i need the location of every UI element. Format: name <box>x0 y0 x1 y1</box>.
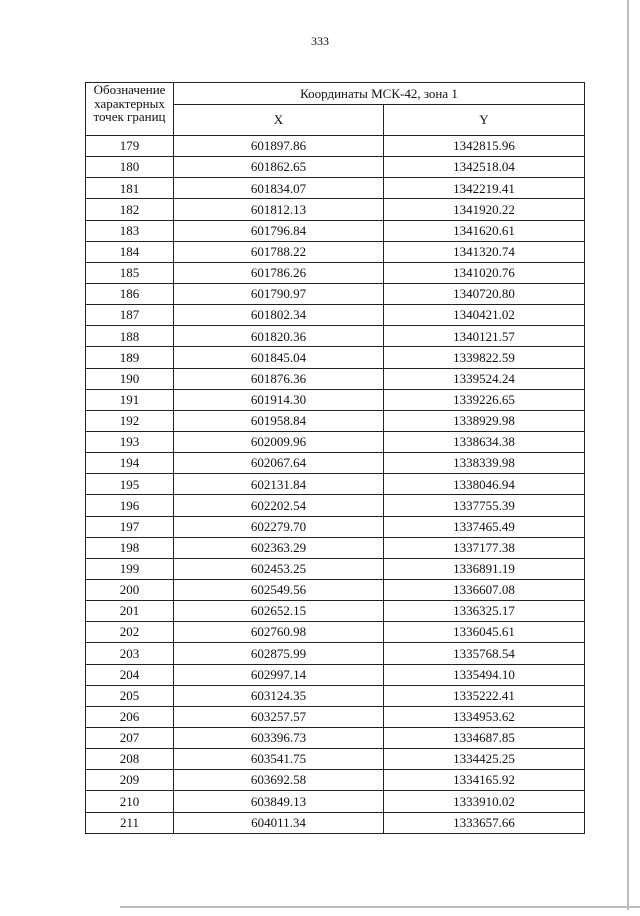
x-coordinate-cell: 602453.25 <box>174 558 384 579</box>
x-coordinate-cell: 601958.84 <box>174 410 384 431</box>
y-coordinate-cell: 1334953.62 <box>384 706 585 727</box>
table-row <box>86 241 585 262</box>
page-number: 333 <box>311 34 329 48</box>
y-coordinate-cell: 1341920.22 <box>384 199 585 220</box>
point-number-cell: 185 <box>86 262 174 283</box>
y-coordinate-cell: 1341620.61 <box>384 220 585 241</box>
point-number-cell: 196 <box>86 495 174 516</box>
x-coordinate-cell: 601862.65 <box>174 157 384 178</box>
table-row <box>86 347 585 368</box>
x-coordinate-cell: 601788.22 <box>174 241 384 262</box>
point-number-cell: 181 <box>86 178 174 199</box>
y-coordinate-cell: 1337177.38 <box>384 537 585 558</box>
point-number-cell: 210 <box>86 791 174 812</box>
y-coordinate-cell: 1341320.74 <box>384 241 585 262</box>
table-row <box>86 685 585 706</box>
y-coordinate-cell: 1342219.41 <box>384 178 585 199</box>
x-coordinate-cell: 604011.34 <box>174 812 384 833</box>
x-coordinate-cell: 603396.73 <box>174 727 384 748</box>
x-coordinate-cell: 603692.58 <box>174 770 384 791</box>
point-number-cell: 179 <box>86 136 174 157</box>
table-row <box>86 283 585 304</box>
y-coordinate-cell: 1333657.66 <box>384 812 585 833</box>
x-coordinate-cell: 603124.35 <box>174 685 384 706</box>
point-number-cell: 201 <box>86 601 174 622</box>
x-coordinate-cell: 602202.54 <box>174 495 384 516</box>
point-number-cell: 202 <box>86 622 174 643</box>
point-number-cell: 189 <box>86 347 174 368</box>
point-number-cell: 187 <box>86 305 174 326</box>
y-coordinate-cell: 1336607.08 <box>384 579 585 600</box>
point-number-cell: 191 <box>86 389 174 410</box>
x-coordinate-cell: 602997.14 <box>174 664 384 685</box>
y-coordinate-cell: 1341020.76 <box>384 262 585 283</box>
point-number-cell: 205 <box>86 685 174 706</box>
y-coordinate-cell: 1338634.38 <box>384 431 585 452</box>
point-number-cell: 198 <box>86 537 174 558</box>
y-coordinate-cell: 1340421.02 <box>384 305 585 326</box>
table-row <box>86 791 585 812</box>
y-coordinate-cell: 1342518.04 <box>384 157 585 178</box>
point-designation-header-line3: точек границ <box>93 109 166 125</box>
point-designation-header <box>86 83 174 136</box>
table-row <box>86 368 585 389</box>
y-coordinate-cell: 1339226.65 <box>384 389 585 410</box>
table-row <box>86 453 585 474</box>
point-number-cell: 183 <box>86 220 174 241</box>
point-number-cell: 203 <box>86 643 174 664</box>
point-number-cell: 195 <box>86 474 174 495</box>
point-number-cell: 182 <box>86 199 174 220</box>
table-row <box>86 537 585 558</box>
point-number-cell: 207 <box>86 727 174 748</box>
table-row <box>86 706 585 727</box>
x-coordinate-cell: 601812.13 <box>174 199 384 220</box>
table-row <box>86 199 585 220</box>
y-coordinate-cell: 1335768.54 <box>384 643 585 664</box>
table-row <box>86 579 585 600</box>
x-coordinate-cell: 603849.13 <box>174 791 384 812</box>
y-coordinate-cell: 1335222.41 <box>384 685 585 706</box>
table-row <box>86 305 585 326</box>
y-coordinate-cell: 1339524.24 <box>384 368 585 389</box>
x-coordinate-cell: 601796.84 <box>174 220 384 241</box>
x-coordinate-cell: 602009.96 <box>174 431 384 452</box>
point-number-cell: 186 <box>86 283 174 304</box>
point-number-cell: 209 <box>86 770 174 791</box>
point-number-cell: 199 <box>86 558 174 579</box>
x-coordinate-cell: 602549.56 <box>174 579 384 600</box>
table-row <box>86 749 585 770</box>
point-number-cell: 204 <box>86 664 174 685</box>
x-coordinate-cell: 601834.07 <box>174 178 384 199</box>
table-row <box>86 136 585 157</box>
x-coordinate-cell: 602875.99 <box>174 643 384 664</box>
y-coordinate-cell: 1334425.25 <box>384 749 585 770</box>
point-number-cell: 200 <box>86 579 174 600</box>
table-row <box>86 389 585 410</box>
y-coordinate-cell: 1334165.92 <box>384 770 585 791</box>
x-coordinate-cell: 601802.34 <box>174 305 384 326</box>
y-coordinate-cell: 1338339.98 <box>384 453 585 474</box>
table-row <box>86 516 585 537</box>
x-coordinate-cell: 601790.97 <box>174 283 384 304</box>
point-number-cell: 211 <box>86 812 174 833</box>
table-row <box>86 410 585 431</box>
point-number-cell: 184 <box>86 241 174 262</box>
x-coordinate-cell: 603541.75 <box>174 749 384 770</box>
point-number-cell: 188 <box>86 326 174 347</box>
table-row <box>86 220 585 241</box>
coordinates-table <box>85 82 585 834</box>
table-row <box>86 431 585 452</box>
coordinates-group-header: Координаты МСК-42, зона 1 <box>174 83 585 105</box>
table-row <box>86 643 585 664</box>
x-column-header: X <box>174 105 384 136</box>
point-number-cell: 208 <box>86 749 174 770</box>
table-row <box>86 558 585 579</box>
table-row <box>86 812 585 833</box>
x-coordinate-cell: 602760.98 <box>174 622 384 643</box>
table-header <box>86 83 585 136</box>
y-coordinate-cell: 1342815.96 <box>384 136 585 157</box>
y-coordinate-cell: 1336325.17 <box>384 601 585 622</box>
table-row <box>86 326 585 347</box>
y-coordinate-cell: 1340720.80 <box>384 283 585 304</box>
table-row <box>86 622 585 643</box>
table-row <box>86 601 585 622</box>
scan-edge-right <box>627 0 629 910</box>
x-coordinate-cell: 601897.86 <box>174 136 384 157</box>
x-coordinate-cell: 601845.04 <box>174 347 384 368</box>
table-body <box>86 136 585 834</box>
table-row <box>86 495 585 516</box>
x-coordinate-cell: 601876.36 <box>174 368 384 389</box>
x-coordinate-cell: 602067.64 <box>174 453 384 474</box>
table-row <box>86 727 585 748</box>
point-designation-header-line1: Обозначение <box>93 82 166 97</box>
table-row <box>86 664 585 685</box>
x-coordinate-cell: 602279.70 <box>174 516 384 537</box>
x-coordinate-cell: 603257.57 <box>174 706 384 727</box>
x-coordinate-cell: 602363.29 <box>174 537 384 558</box>
scan-edge-bottom <box>120 906 640 908</box>
y-column-header: Y <box>384 105 585 136</box>
y-coordinate-cell: 1337755.39 <box>384 495 585 516</box>
point-number-cell: 206 <box>86 706 174 727</box>
y-coordinate-cell: 1340121.57 <box>384 326 585 347</box>
x-coordinate-cell: 601914.30 <box>174 389 384 410</box>
x-coordinate-cell: 602131.84 <box>174 474 384 495</box>
table-row <box>86 262 585 283</box>
point-number-cell: 192 <box>86 410 174 431</box>
y-coordinate-cell: 1338046.94 <box>384 474 585 495</box>
y-coordinate-cell: 1336045.61 <box>384 622 585 643</box>
x-coordinate-cell: 601786.26 <box>174 262 384 283</box>
y-coordinate-cell: 1339822.59 <box>384 347 585 368</box>
table-row <box>86 770 585 791</box>
point-number-cell: 197 <box>86 516 174 537</box>
y-coordinate-cell: 1334687.85 <box>384 727 585 748</box>
point-designation-header-line2: характерных <box>94 95 165 111</box>
y-coordinate-cell: 1338929.98 <box>384 410 585 431</box>
y-coordinate-cell: 1337465.49 <box>384 516 585 537</box>
table-row <box>86 178 585 199</box>
y-coordinate-cell: 1336891.19 <box>384 558 585 579</box>
y-coordinate-cell: 1333910.02 <box>384 791 585 812</box>
table-row <box>86 474 585 495</box>
x-coordinate-cell: 601820.36 <box>174 326 384 347</box>
point-number-cell: 193 <box>86 431 174 452</box>
table-row <box>86 157 585 178</box>
y-coordinate-cell: 1335494.10 <box>384 664 585 685</box>
x-coordinate-cell: 602652.15 <box>174 601 384 622</box>
point-number-cell: 180 <box>86 157 174 178</box>
point-number-cell: 194 <box>86 453 174 474</box>
point-number-cell: 190 <box>86 368 174 389</box>
